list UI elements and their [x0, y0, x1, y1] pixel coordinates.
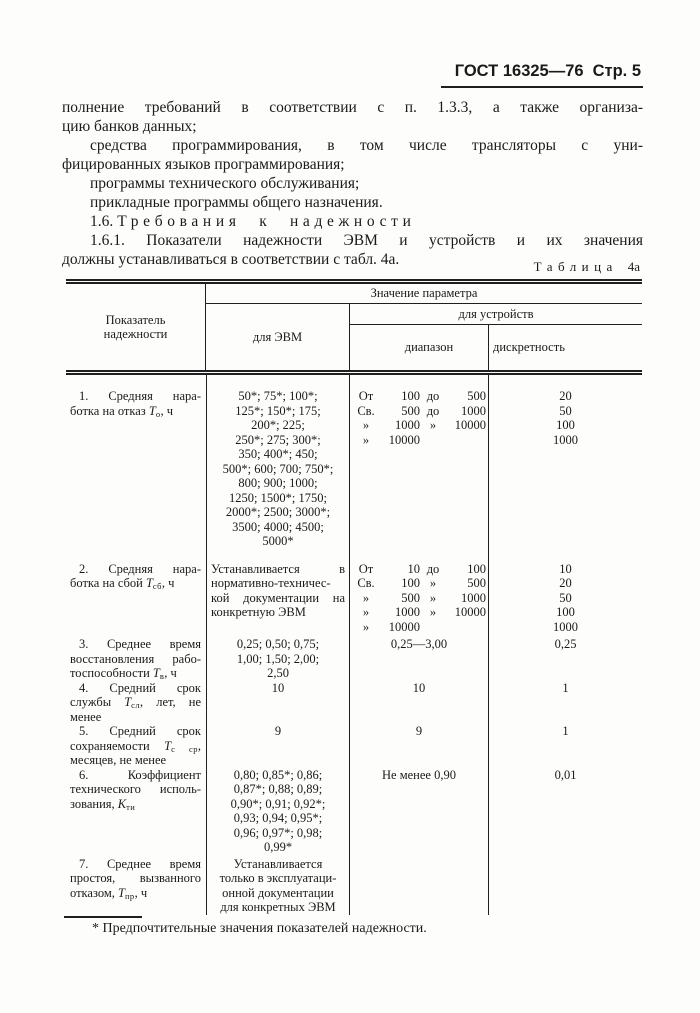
evm-value-line: 800; 900; 1000;: [238, 476, 318, 490]
range-line: Св. 100 » 500: [357, 576, 486, 590]
paragraph: [62, 136, 643, 174]
range-cell: [349, 768, 488, 855]
range-value: 9: [415, 724, 423, 738]
page-header-underline: [441, 62, 643, 88]
indicator-cell: [66, 634, 206, 681]
range-value: 0,25—3,00: [390, 637, 448, 651]
discreteness-cell: [488, 634, 642, 681]
indicator-line: простоя, вызванного: [70, 871, 201, 885]
paragraph: [62, 98, 643, 136]
reliability-table: [66, 279, 642, 915]
evm-value-line: только в эксплуатаци-: [219, 871, 337, 885]
discreteness-cell: [488, 549, 642, 635]
evm-value-line: для конкретных ЭВМ: [220, 900, 336, 914]
indicator-line: 6. Коэффициент: [79, 767, 201, 782]
indicator-line: 3. Среднее время: [79, 637, 201, 651]
indicator-cell: [66, 549, 206, 635]
evm-value-line: нормативно-техничес-: [211, 576, 331, 590]
section-heading: [62, 212, 643, 231]
gost-number: ГОСТ 16325—76: [454, 62, 584, 80]
evm-value-cell: [206, 855, 349, 915]
indicator-line: службы $Т_{сл}$, лет, не: [70, 695, 202, 710]
evm-value-line: 125*; 150*; 175;: [235, 403, 321, 418]
range-cell: [349, 681, 488, 725]
range-cell: [349, 634, 488, 681]
header-discreteness-col: дискретность: [488, 325, 642, 370]
text-line: 1.6.1. Показатели надежности ЭВМ и устройств и их значения: [90, 232, 643, 249]
evm-value-line: 0,96; 0,97*; 0,98;: [233, 825, 323, 840]
indicator-line: 1. Средняя нара-: [79, 389, 201, 403]
discreteness-cell: [488, 855, 642, 915]
section-title: Требования к надежности: [117, 213, 416, 230]
indicator-cell: [66, 768, 206, 855]
evm-value-line: 1250; 1500*; 1750;: [229, 490, 327, 505]
table-label: [534, 259, 640, 275]
evm-value-cell: [206, 724, 349, 768]
discreteness-value: 1000: [553, 619, 578, 634]
evm-value-line: 0,90*; 0,91; 0,92*;: [230, 796, 326, 811]
range-cell: [349, 855, 488, 915]
evm-value-line: 50*; 75*; 100*;: [238, 389, 318, 403]
indicator-line: зования, $К_{ти}$: [70, 796, 136, 812]
evm-value-cell: [206, 768, 349, 855]
header-indicator-col: Показатель надежности: [66, 284, 206, 370]
evm-value-line: 0,99*: [263, 840, 293, 854]
discreteness-cell: [488, 375, 642, 549]
evm-value-cell: [206, 681, 349, 725]
evm-value-line: 200*; 225;: [251, 418, 305, 432]
text-line: средства программирования, в том числе трансляторы с уни-: [90, 137, 643, 154]
text-line: цию банков данных;: [62, 118, 197, 135]
header-for-devices: для устройств: [349, 304, 642, 325]
text-line: должны устанавливаться в соответствии с табл. 4а.: [62, 251, 400, 268]
indicator-line: 7. Среднее время: [79, 856, 201, 871]
table-body: [66, 375, 642, 915]
indicator-line: восстановления рабо-: [70, 651, 201, 666]
discreteness-cell: [488, 681, 642, 725]
discreteness-value: 1000: [553, 432, 578, 447]
indicator-line: менее: [70, 709, 102, 724]
evm-value-line: 500*; 600; 700; 750*;: [222, 461, 334, 476]
indicator-cell: [66, 855, 206, 915]
header-for-evm-col: для ЭВМ: [252, 329, 303, 344]
discreteness-value: 100: [556, 418, 575, 432]
evm-value-cell: [206, 549, 349, 635]
page-header: [441, 62, 643, 88]
evm-value-line: 0,25; 0,50; 0,75;: [236, 637, 320, 651]
indicator-line: ботка на сбой $Т_{сб}$, ч: [70, 576, 175, 591]
range-cell: [349, 549, 488, 635]
table-label-word: Таблица: [533, 259, 618, 274]
evm-value-line: конкретную ЭВМ: [211, 605, 306, 619]
evm-value-cell: [206, 634, 349, 681]
range-line: От 100 до 500: [358, 389, 486, 403]
text-line: прикладные программы общего назначения.: [90, 194, 383, 211]
evm-value-line: 10: [271, 680, 285, 695]
evm-value-line: 2,50: [267, 666, 289, 680]
discreteness-value: 1: [562, 724, 569, 738]
evm-value-line: 2000*; 2500; 3000*;: [225, 505, 331, 519]
evm-value-line: 0,93; 0,94; 0,95*;: [233, 811, 323, 825]
discreteness-value: 50: [559, 403, 572, 418]
section-number: 1.6.: [90, 213, 114, 230]
evm-value-line: 5000*: [262, 534, 294, 548]
evm-value-line: 350; 400*; 450;: [238, 447, 318, 461]
range-cell: [349, 375, 488, 549]
paragraph: [62, 174, 643, 193]
range-line: » 1000 » 10000: [362, 605, 486, 619]
range-cell: [349, 724, 488, 768]
range-line: » 500 » 1000: [362, 590, 486, 605]
text-line: фицированных языков программирования;: [62, 156, 345, 173]
evm-value-line: 9: [274, 724, 282, 738]
discreteness-value: 100: [556, 605, 575, 619]
evm-value-line: кой документации на: [211, 590, 345, 605]
discreteness-cell: [488, 724, 642, 768]
evm-value-line: онной документации: [222, 885, 334, 900]
evm-value-cell: [206, 375, 349, 549]
indicator-line: 5. Средний срок: [79, 724, 201, 738]
range-line: » 10000: [362, 432, 420, 447]
indicator-line: месяцев, не менее: [70, 753, 167, 767]
evm-value-line: 250*; 275; 300*;: [235, 432, 321, 447]
footnote: * Предпочтительные значения показателей надежности.: [92, 921, 427, 936]
discreteness-cell: [488, 768, 642, 855]
header-parameter-value: Значение параметра: [206, 284, 642, 304]
body-text: [62, 98, 643, 269]
evm-value-line: 0,87*; 0,88; 0,89;: [233, 782, 323, 796]
table-label-number: 4а: [627, 259, 640, 274]
evm-value-line: 1,00; 1,50; 2,00;: [236, 651, 320, 666]
indicator-line: технического исполь-: [70, 782, 201, 796]
page-number: Стр. 5: [592, 62, 641, 80]
range-value: 10: [412, 680, 426, 695]
table-header: [66, 279, 642, 375]
evm-value-line: Устанавливается в: [211, 561, 345, 576]
text-line: полнение требований в соответствии с п. 1.3.3, а также организа-: [62, 99, 643, 116]
discreteness-value: 20: [559, 576, 572, 590]
range-line: Св. 500 до 1000: [357, 403, 486, 418]
header-range-col: диапазон: [349, 325, 488, 370]
discreteness-value: 20: [559, 389, 572, 403]
footnote-rule: [64, 916, 142, 918]
indicator-cell: [66, 375, 206, 549]
heading-line: [62, 212, 643, 231]
text-line: программы технического обслуживания;: [90, 175, 360, 192]
discreteness-value: 10: [559, 561, 572, 576]
evm-value-line: 0,80; 0,85*; 0,86;: [233, 767, 323, 782]
evm-value-line: 3500; 4000; 4500;: [232, 519, 324, 534]
indicator-line: 2. Средняя нара-: [79, 561, 201, 576]
indicator-line: 4. Средний срок: [79, 680, 201, 695]
discreteness-value: 1: [562, 680, 569, 695]
range-line: От 10 до 100: [358, 561, 486, 576]
discreteness-value: 0,25: [554, 637, 577, 651]
indicator-line: отказом, $Т_{пр}$, ч: [70, 885, 148, 901]
range-line: » 1000 » 10000: [362, 418, 486, 432]
indicator-line: сохраняемости $Т_{с ср}$,: [70, 738, 201, 754]
range-value: Не менее 0,90: [382, 767, 456, 782]
indicator-line: ботка на отказ $Т_о$, ч: [70, 403, 174, 419]
range-line: » 10000: [362, 619, 420, 634]
discreteness-value: 50: [559, 590, 572, 605]
indicator-line: тоспособности $Т_в$, ч: [70, 666, 177, 681]
paragraph: [62, 193, 643, 212]
discreteness-value: 0,01: [554, 767, 577, 782]
indicator-cell: [66, 681, 206, 725]
indicator-cell: [66, 724, 206, 768]
evm-value-line: Устанавливается: [233, 856, 323, 871]
